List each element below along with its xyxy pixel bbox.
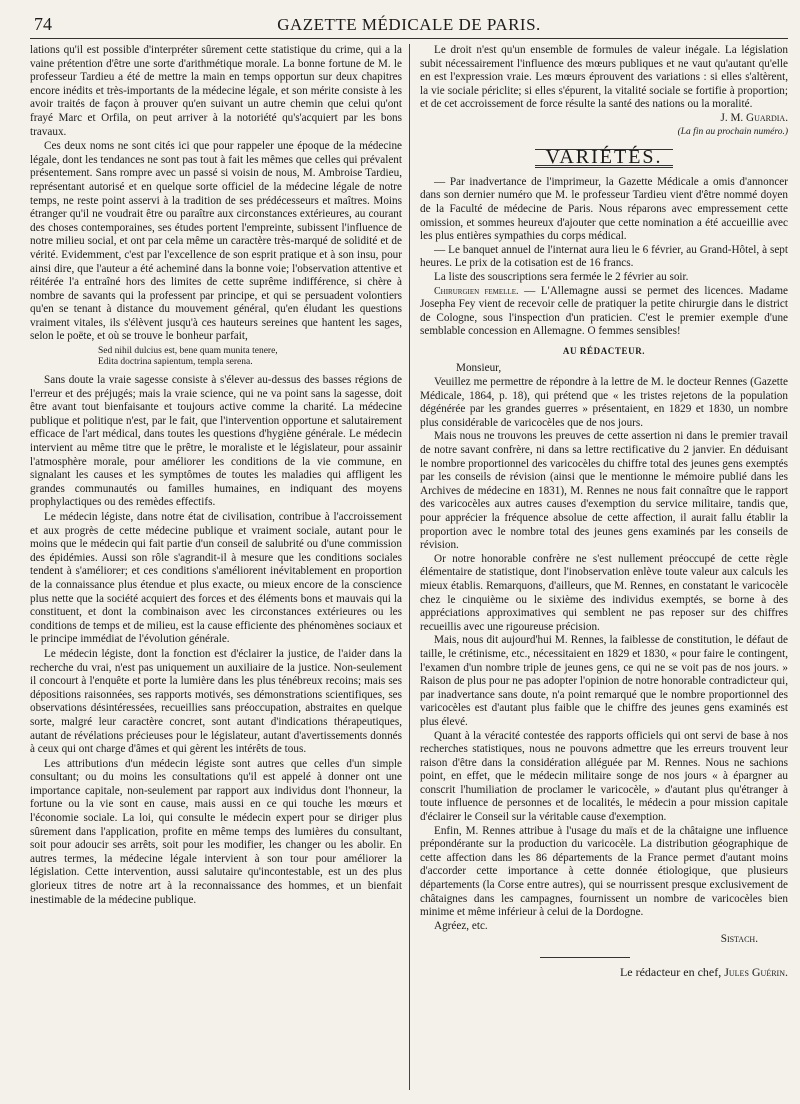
running-head bbox=[30, 12, 788, 39]
paragraph: Veuillez me permettre de répondre à la lettre de M. le docteur Rennes (Gazette Médicale, 1864, p. 18), qui prétend que « les tristes rejetons de la population dégénérée par les grandes guerres » présentaient, en 1829 et 1830, un nombre plus considérable de varicocèles que de nos jours. bbox=[420, 376, 788, 429]
paragraph: Quant à la véracité contestée des rapports officiels qui ont servi de base à nos recherches statistiques, nous ne pouvons admettre que les erreurs trouvent leur raison d'être dans la considération alléguée par M. Rennes. Nous ne sachions point, en effet, que le médecin militaire songe de nos jours « à épargner au conscrit l'humiliation de proclamer le varicocèle, » d'autant plus qu'étranger à toute influence de personnes et de localités, le médecin a pour mission capitale d'éclairer le Conseil sur la véritable cause d'exemption. bbox=[420, 729, 788, 824]
paragraph: Mais, nous dit aujourd'hui M. Rennes, la faiblesse de constitution, le défaut de taille, le crétinisme, etc., nécessitaient en 1829 et 1830, « pour faire le contingent, l'examen d'un nombre triple de jeunes gens, ce qui ne se voit pas de nos jours. » Raison de plus pour ne pas adopter l'opinion de notre honorable contradicteur qui, par inadvertance sans doute, n'a point remarqué que le nombre proportionnel des varicocèles est d'autant plus faible que le chiffre des jeunes gens examinés est plus élevé. bbox=[420, 634, 788, 728]
right-column bbox=[420, 44, 788, 1094]
paragraph: lations qu'il est possible d'interpréter sûrement cette statistique du crime, qui a la vaine prétention d'être une sorte d'arithmétique morale. La bonne fortune de M. le professeur Tardieu a été de mettre la main en temps opportun sur deux chapitres encore inédits et très-importants de la médecine légale, et son mérite consiste à les avoir traités de façon à prouver qu'en suivant un autre chemin que celui qu'ont frayé Marc et Orfila, on peut arriver à la notoriété qu's'acquiert par les bons travaux. bbox=[30, 44, 402, 138]
page-number: 74 bbox=[34, 14, 52, 34]
journal-title: GAZETTE MÉDICALE DE PARIS. bbox=[277, 15, 541, 34]
short-rule bbox=[540, 957, 630, 958]
quote-line: Edita doctrina sapientum, templa serena. bbox=[98, 357, 253, 368]
paragraph: Mais nous ne trouvons les preuves de cette assertion ni dans le premier travail de notre savant confrère, ni dans sa lettre rectificative du 2 janvier. En déduisant le nombre proportionnel des varicocèles du chiffre total des jeunes gens exemptés par les conseils de révision (ainsi que le mentionne le mémoire publié dans les Archives de médecine en 1831), M. Rennes ne nous fait connaître que le rapport des varicocèles aux autres causes d'exemption du service militaire, tandis que, pour apprécier la fréquence absolue de cette affection, il aurait fallu établir la proportion avec le nombre total des jeunes gens examinés par les conseils de révision. bbox=[420, 430, 788, 552]
paragraph: Enfin, M. Rennes attribue à l'usage du maïs et de la châtaigne une influence prépondérante sur la production du varicocèle. La distribution géographique de cette affection dans les 86 départements de la France permet d'autant moins d'accorder cette importance à cette donnée étiologique, que plusieurs départements (la Corse entre autres), qui se nourrissent presque exclusivement de châtaignes dans les campagnes, fournissent un nombre de varicocèles bien minime et même inférieur à celui de la Dordogne. bbox=[420, 824, 788, 919]
salutation: Monsieur, bbox=[456, 362, 502, 375]
latin-quote bbox=[98, 346, 402, 368]
paragraph: — Le banquet annuel de l'internat aura lieu le 6 février, au Grand-Hôtel, à sept heures. Le prix de la cotisation est de 16 francs. bbox=[420, 243, 788, 270]
chirurgien-label: Chirurgien femelle. bbox=[434, 285, 519, 297]
paragraph: Ces deux noms ne sont cités ici que pour rappeler une époque de la médecine légale, dont les tendances ne sont pas tout à fait les mêmes que celles qui prévalent présentement. Sans rompre avec un passé si voisin de nous, M. Ambroise Tardieu, représentant autorisé et en quelque sorte officiel de la médecine légale de notre temps, ne reste point asservi à la tradition de ses prédécesseurs et maîtres. Moins étranger qu'il ne voudrait être ou paraître aux circonstances extérieures, au courant des choses contemporaines, ses études portent l'empreinte, subissent l'influence de notre milieu social, et ont par cela même un caractère très-marqué de solidité et de vérité. Evidemment, c'est par l'excellence de son esprit pratique et à son insu, pour ainsi dire, que l'auteur a été acheminé dans la bonne voie; l'observation attentive et réitérée l'a entraîné hors des limites de cette suprême indifférence, si chère à nombre de savants qui la professent par principe, et qui se persuadent volontiers qu'en se tenant à distance du mouvement général, qu'en éludant les questions vraiment vitales, ils s'élèvent jusqu'à ces hauteurs sereines que hantent les sages, selon le poëte, et où se trouve le bonheur parfait, bbox=[30, 140, 402, 343]
chirurgien-text: — L'Allemagne aussi se permet des licences. Madame Josepha Fey vient de recevoir celle de pratiquer la petite chirurgie dans le district de Cologne, sous l'inspection d'un praticien. C'est le premier exemple d'une semblable concession en Allemagne. O femmes sensibles! bbox=[420, 284, 788, 338]
paragraph bbox=[420, 285, 788, 339]
paragraph: Le droit n'est qu'un ensemble de formules de valeur inégale. La législation subit nécessairement l'influence des mœurs publiques et ne vaut qu'autant qu'elle en est l'expression vraie. Les mœurs éprouvent des variations : si elles s'altèrent, la vie sociale périclite; si elles s'épurent, la vitalité sociale se fortifie à proportion; et de cet accroissement de force résulte la santé des nations ou la moralité. bbox=[420, 44, 788, 111]
paragraph: Sans doute la vraie sagesse consiste à s'élever au-dessus des basses régions de l'erreur et des préjugés; mais la vraie science, qui ne va point sans la sagesse, doit être avant tout bienfaisante et toujours active comme la charité. La médecine publique et politique n'est, par le fait, que l'intervention opportune et salutairement efficace de l'art médical, dans toutes les questions d'hygiène générale. Le médecin intervient au même titre que le prêtre, le moraliste et le législateur, pour assainir l'atmosphère morale, pour améliorer les conditions de la vie commune, en signalant les causes et les symptômes de toutes les maladies qui affligent les grandes communautés ou familles humaines, en indiquant des moyens prophylactiques ou des remèdes effectifs. bbox=[30, 374, 402, 509]
paragraph: Les attributions d'un médecin légiste sont autres que celles d'un simple consultant; ou du moins les consultations qu'il est appelé à donner ont une importance capitale, non-seulement par rapport aux individus dont l'honneur, la fortune ou la vie sont en cause, mais aussi en ce qui touche les mœurs et l'économie sociale. La loi, qui consulte le médecin expert pour se diriger plus sûrement dans l'application, profite en même temps des lumières du consultant, soit pour adoucir ses arrêts, soit pour les modifier, les changer ou les abolir. En autres termes, la médecine légale intervient à son tour pour améliorer la législation. Cette intervention, aussi salutaire qu'incontestable, est un des plus glorieux titres de notre art à la reconnaissance des hommes, et un bienfait inestimable de la médecine publique. bbox=[30, 757, 402, 906]
column-divider bbox=[409, 44, 410, 1090]
section-heading-wrap bbox=[420, 146, 788, 169]
letter-signature: Sistach. bbox=[720, 933, 758, 946]
letter-heading: AU RÉDACTEUR. bbox=[562, 345, 646, 356]
quote-line: Sed nihil dulcius est, bene quam munita tenere, bbox=[98, 346, 278, 357]
closing: Agréez, etc. bbox=[434, 919, 488, 932]
paragraph: Le médecin légiste, dans notre état de civilisation, contribue à l'accroissement et aux progrès de cette médecine publique et vraiment sociale, autant pour le moins que le médecin qui fait partie d'un conseil de salubrité ou d'une commission des épidémies. Aussi son rôle s'agrandit-il à mesure que les conditions sociales tendent à s'améliorer; et ces conditions s'améliorent inévitablement en proportion de la connaissance plus étendue et plus exacte, ou mieux encore de la conscience plus nette que la société acquiert des forces et des éléments bons et mauvais qui la constituent, et dont la combinaison avec les circonstances extérieures ou les conditions de temps et de milieu, est la cause efficiente des phénomènes sociaux et le principe immédiat de l'évolution générale. bbox=[30, 511, 402, 646]
editor-line bbox=[420, 966, 788, 980]
editor-name: Jules Guérin. bbox=[724, 965, 788, 979]
varietes-heading: VARIÉTÉS. bbox=[535, 149, 672, 168]
left-column bbox=[30, 44, 402, 1094]
paragraph: Or notre honorable confrère ne s'est nullement préoccupé de cette règle élémentaire de statistique, dont l'inobservation enlève toute valeur aux calculs les mieux établis. Remarquons, d'ailleurs, que M. Rennes, en constatant le varicocèle chez le cinquième ou le sixième des individus exemptés, se borne à des appréciations approximatives qui semblent ne pas reposer sur des chiffres recueillis avec une rigoureuse précision. bbox=[420, 552, 788, 633]
author-signature: J. M. Guardia. bbox=[720, 111, 788, 124]
editor-prefix: Le rédacteur en chef, bbox=[619, 965, 725, 979]
paragraph: La liste des souscriptions sera fermée le 2 février au soir. bbox=[434, 270, 689, 283]
paragraph: — Par inadvertance de l'imprimeur, la Gazette Médicale a omis d'annoncer dans son dernier numéro que M. le professeur Tardieu vient d'être nommé doyen de la Faculté de médecine de Paris. Nous réparons avec empressement cette omission, et sommes heureux d'ajouter que cette nomination a été accueillie avec les plus entières sympathies du corps médical. bbox=[420, 175, 788, 243]
paragraph: Le médecin légiste, dont la fonction est d'éclairer la justice, de l'aider dans la recherche du vrai, n'est pas uniquement un auxiliaire de la justice. Non-seulement il concourt à l'enquête et porte la lumière dans les plus ténébreux recoins; mais ses dépositions raisonnées, ses rapports motivés, ses démonstrations scientifiques, ses observations désintéressées, recueillies sans préoccupation, abstraites en quelque sorte, malgré leur caractère concret, sont autant d'indications thérapeutiques, autant de révélations précieuses pour le législateur, autant d'avertissements donnés à ceux qui ont charge d'âmes et qui gèrent les intérêts de tous. bbox=[30, 647, 402, 756]
continuation-note: (La fin au prochain numéro.) bbox=[677, 126, 788, 137]
